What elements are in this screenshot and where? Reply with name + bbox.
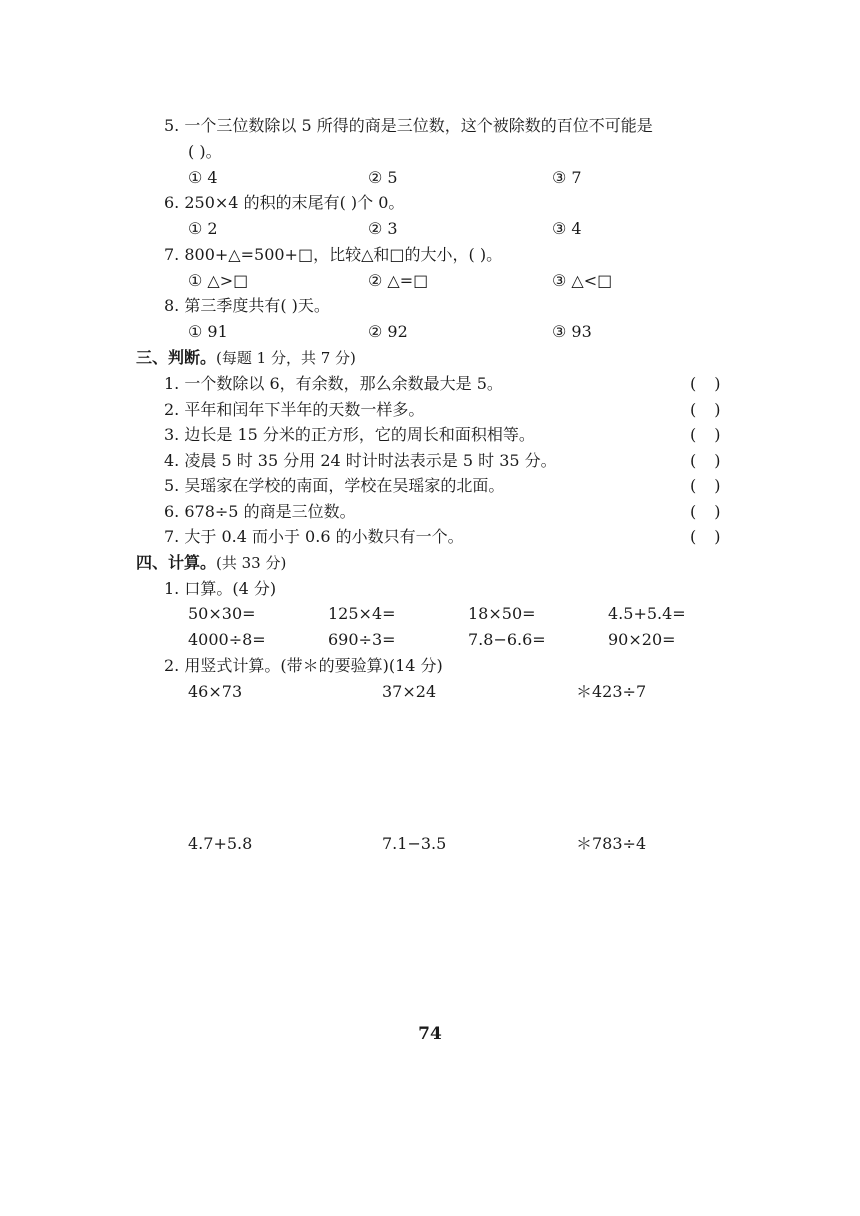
calc-heading-title: 四、计算。 [136, 553, 217, 572]
mc-q5-blank: ( )。 [188, 142, 222, 161]
vertical-calc-title: 2. 用竖式计算。(带＊的要验算)(14 分) [164, 656, 443, 675]
mc-q8-opt2: ② 92 [368, 322, 408, 341]
judge-item-6: 6. 678÷5 的商是三位数。 [164, 502, 356, 521]
vertical-problem-1: 46×73 [188, 682, 243, 701]
judge-item-4: 4. 凌晨 5 时 35 分用 24 时计时法表示是 5 时 35 分。 [164, 451, 557, 470]
oral-problem-7: 7.8−6.6= [468, 630, 546, 649]
judge-item-2: 2. 平年和闰年下半年的天数一样多。 [164, 400, 425, 419]
judge-heading-title: 三、判断。 [136, 348, 217, 367]
mc-q7-stem: 7. 800+△=500+□，比较△和□的大小，( )。 [164, 245, 503, 264]
mc-q8-opt1: ① 91 [188, 322, 228, 341]
judge-heading-note: (每题 1 分，共 7 分) [216, 349, 356, 367]
oral-calc-title: 1. 口算。(4 分) [164, 579, 277, 598]
judge-item-3: 3. 边长是 15 分米的正方形，它的周长和面积相等。 [164, 425, 535, 444]
vertical-problem-3: ＊423÷7 [576, 682, 647, 701]
mc-q7-opt3: ③ △<□ [552, 271, 613, 290]
mc-q7-opt1: ① △>□ [188, 271, 249, 290]
mc-q8-stem: 8. 第三季度共有( )天。 [164, 296, 330, 315]
calc-heading [136, 553, 286, 573]
judge-answer-bracket-3[interactable]: () [690, 425, 739, 444]
oral-problem-5: 4000÷8= [188, 630, 266, 649]
oral-problem-4: 4.5+5.4= [608, 604, 686, 623]
judge-answer-bracket-6[interactable]: () [690, 502, 739, 521]
mc-q5-opt3: ③ 7 [552, 168, 582, 187]
vertical-problem-2: 37×24 [382, 682, 437, 701]
vertical-problem-6: ＊783÷4 [576, 834, 647, 853]
oral-problem-8: 90×20= [608, 630, 676, 649]
mc-q6-opt2: ② 3 [368, 219, 398, 238]
page-number: 74 [418, 1024, 442, 1044]
oral-problem-3: 18×50= [468, 604, 536, 623]
judge-item-5: 5. 吴瑶家在学校的南面，学校在吴瑶家的北面。 [164, 476, 505, 495]
judge-answer-bracket-2[interactable]: () [690, 400, 739, 419]
mc-q5-opt1: ① 4 [188, 168, 218, 187]
oral-problem-1: 50×30= [188, 604, 256, 623]
oral-problem-6: 690÷3= [328, 630, 396, 649]
vertical-problem-4: 4.7+5.8 [188, 834, 253, 853]
mc-q6-opt3: ③ 4 [552, 219, 582, 238]
judge-answer-bracket-1[interactable]: () [690, 374, 739, 393]
mc-q7-opt2: ② △=□ [368, 271, 429, 290]
judge-answer-bracket-5[interactable]: () [690, 476, 739, 495]
calc-heading-note: (共 33 分) [216, 554, 287, 572]
mc-q5-opt2: ② 5 [368, 168, 398, 187]
mc-q6-stem: 6. 250×4 的积的末尾有( )个 0。 [164, 193, 405, 212]
judge-item-1: 1. 一个数除以 6，有余数，那么余数最大是 5。 [164, 374, 503, 393]
oral-problem-2: 125×4= [328, 604, 396, 623]
vertical-problem-5: 7.1−3.5 [382, 834, 447, 853]
judge-item-7: 7. 大于 0.4 而小于 0.6 的小数只有一个。 [164, 527, 464, 546]
mc-q5-stem: 5. 一个三位数除以 5 所得的商是三位数，这个被除数的百位不可能是 [164, 116, 653, 135]
judge-answer-bracket-4[interactable]: () [690, 451, 739, 470]
judge-answer-bracket-7[interactable]: () [690, 527, 739, 546]
judge-heading [136, 348, 356, 368]
mc-q6-opt1: ① 2 [188, 219, 218, 238]
mc-q8-opt3: ③ 93 [552, 322, 592, 341]
